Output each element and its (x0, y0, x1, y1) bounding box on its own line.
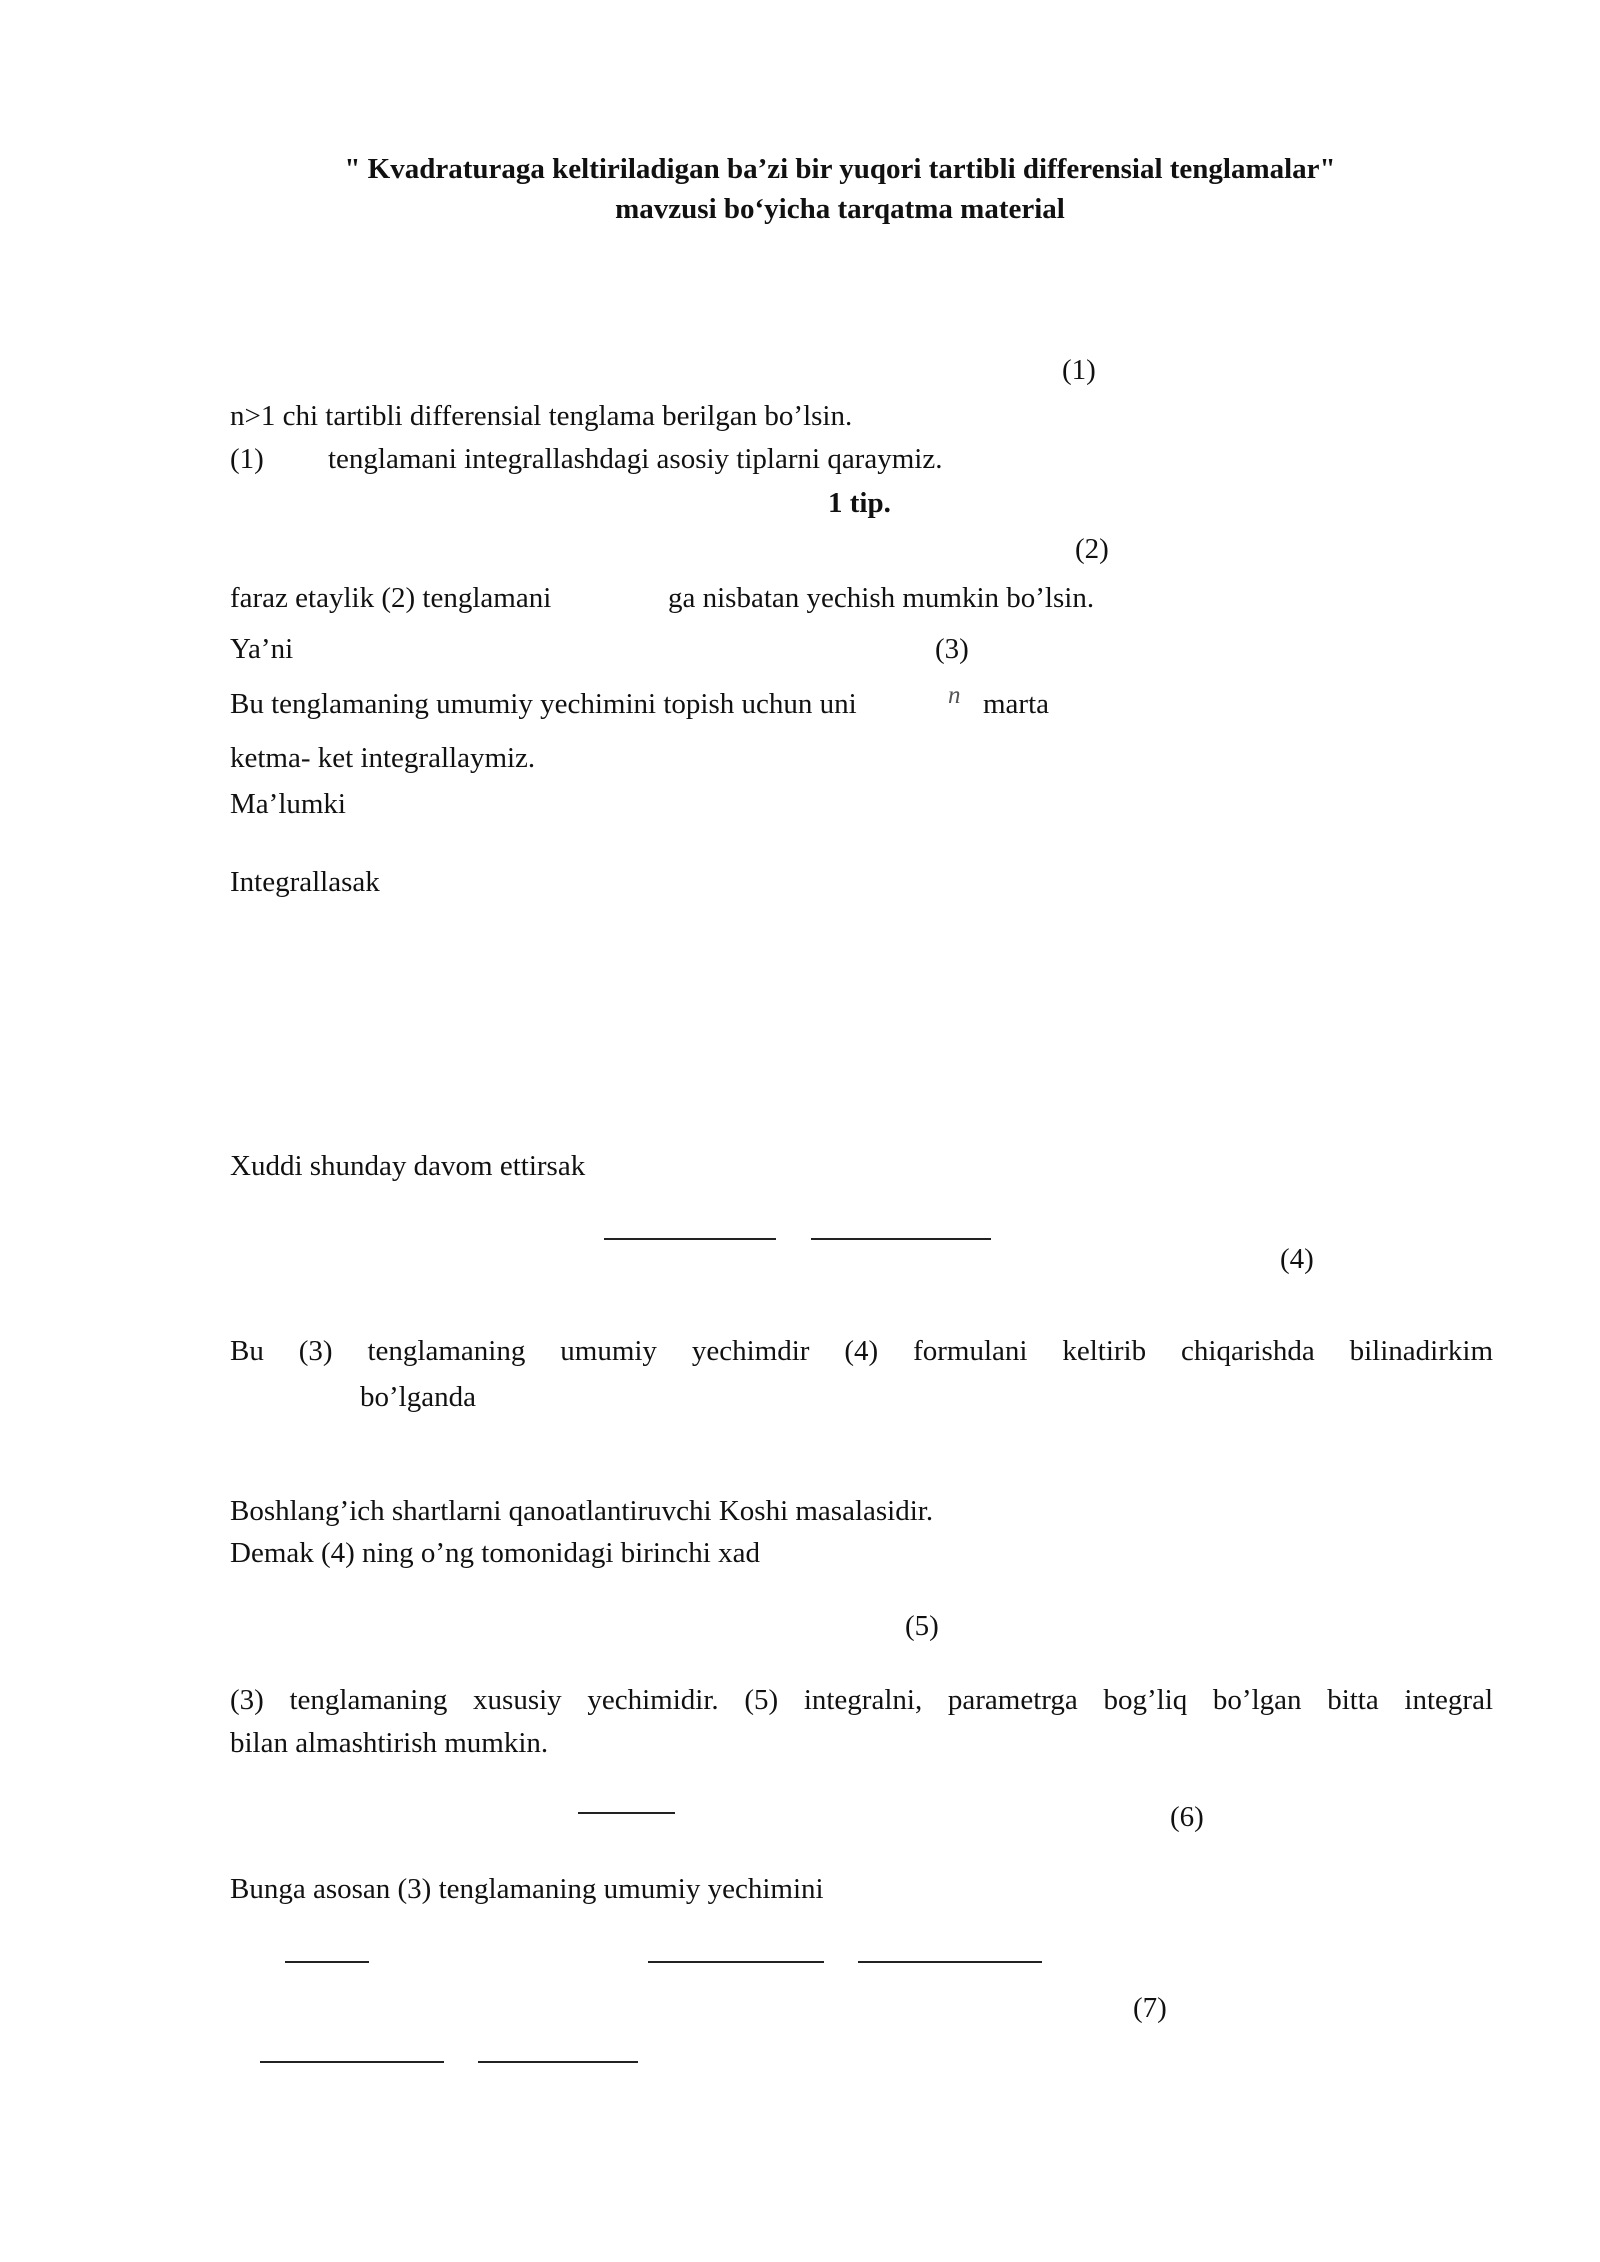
equation-label-5: (5) (905, 1610, 939, 1642)
equation-label-2: (2) (1075, 533, 1109, 565)
paragraph-first-term: Demak (4) ning o’ng tomonidagi birinchi xad (230, 1537, 760, 1569)
document-title-line-1: " Kvadraturaga keltiriladigan ba’zi bir yuqori tartibli differensial tenglamalar" (344, 153, 1336, 185)
equation-label-3: (3) (935, 633, 969, 665)
paragraph-integrate: ketma- ket integrallaymiz. (230, 742, 536, 774)
paragraph-replace: bilan almashtirish mumkin. (230, 1727, 549, 1759)
equation-label-6: (6) (1170, 1801, 1204, 1833)
fraction-bar (604, 1238, 776, 1240)
paragraph-intro: n>1 chi tartibli differensial tenglama berilgan bo’lsin. (230, 400, 853, 432)
paragraph-particular-solution: (3) tenglamaning xususiy yechimidir. (5) integralni, parametrga bog’liq bo’lgan bitta integral (230, 1684, 1493, 1716)
section-heading: 1 tip. (828, 487, 891, 519)
document-title-line-2: mavzusi bo‘yicha tarqatma material (615, 193, 1065, 225)
paragraph-based: Bunga asosan (3) tenglamaning umumiy yechimini (230, 1873, 824, 1905)
paragraph-general-solution: Bu tenglamaning umumiy yechimini topish uchun uni (230, 688, 857, 720)
fraction-bar (260, 2061, 444, 2063)
fraction-bar (811, 1238, 991, 1240)
paragraph-integrating: Integrallasak (230, 866, 380, 898)
equation-label-4: (4) (1280, 1243, 1314, 1275)
paragraph-ref-number: (1) (230, 443, 264, 475)
paragraph-general-solution-4: Bu (3) tenglamaning umumiy yechimdir (4) formulani keltirib chiqarishda bilinadirkim (230, 1335, 1493, 1367)
fraction-bar (578, 1812, 675, 1814)
paragraph-ya-ni: Ya’ni (230, 633, 294, 665)
paragraph-known: Ma’lumki (230, 788, 346, 820)
paragraph-marta: marta (983, 688, 1050, 720)
paragraph-assume-cont: ga nisbatan yechish mumkin bo’lsin. (668, 582, 1095, 614)
equation-label-1: (1) (1062, 354, 1096, 386)
fraction-bar (858, 1961, 1042, 1963)
equation-label-7: (7) (1133, 1992, 1167, 2024)
paragraph-assume: faraz etaylik (2) tenglamani (230, 582, 552, 614)
paragraph-types: tenglamani integrallashdagi asosiy tiplarni qaraymiz. (328, 443, 943, 475)
paragraph-cauchy: Boshlang’ich shartlarni qanoatlantiruvchi Koshi masalasidir. (230, 1495, 934, 1527)
fraction-bar (478, 2061, 638, 2063)
variable-n: n (948, 682, 961, 709)
paragraph-when: bo’lganda (360, 1381, 476, 1413)
paragraph-continue: Xuddi shunday davom ettirsak (230, 1150, 586, 1182)
fraction-bar (648, 1961, 824, 1963)
fraction-bar (285, 1961, 369, 1963)
